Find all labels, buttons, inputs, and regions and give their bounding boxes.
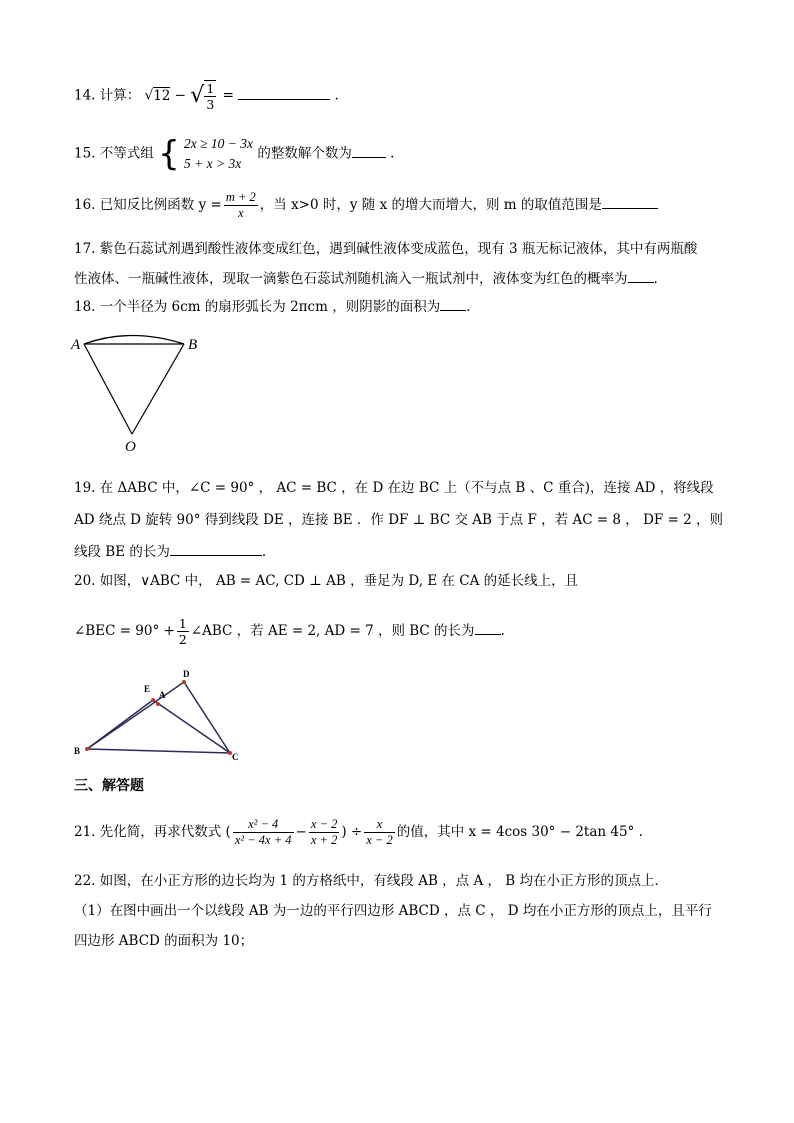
q16-fraction: $\frac{m + 2}{x}$ — [225, 190, 256, 220]
segment-EC — [153, 700, 230, 753]
sector-arc — [84, 336, 184, 345]
question-21 — [74, 812, 643, 852]
segment-DC — [184, 682, 230, 753]
q20-line-1: 20. 如图，∨ABC 中， AB = AC, CD ⊥ AB ，垂足为 D, E 在 CA 的延长线上，且 — [74, 573, 579, 589]
label-B: B — [188, 337, 198, 353]
answer-blank — [170, 554, 262, 556]
answer-blank — [352, 156, 386, 158]
q21-divide: ) ÷ — [341, 824, 363, 840]
question-20-line-2: ∠BEC = 90° + $\frac{1}{2}$ ∠ABC ，若 AE = 2, AD = 7 ，则 BC 的长为 . — [74, 616, 505, 647]
q21-fraction-1: $\frac{\text{x² − 4}}{\text{x² − 4x + 4}}$ — [234, 817, 292, 847]
q20-pre: ∠BEC = 90° + — [74, 623, 175, 639]
label-D: D — [183, 669, 190, 679]
point-A — [156, 702, 160, 706]
q22-line-1: 22. 如图，在小正方形的边长均为 1 的方格纸中，有线段 AB ，点 A ， B 均在小正方形的顶点上． — [74, 873, 669, 889]
point-D — [182, 680, 186, 684]
q15-tail: 的整数解个数为 — [257, 145, 352, 162]
q22-line-2: （1）在图中画出一个以线段 AB 为一边的平行四边形 ABCD ，点 C ， D 均在小正方形的顶点上，且平行 — [74, 903, 712, 919]
q19-line-2: AD 绕点 D 旋转 90° 得到线段 DE ，连接 BE ．作 DF ⊥ BC 交 AB 于点 F ，若 AC = 8 ， DF = 2 ，则 — [74, 512, 724, 528]
segment-BD — [87, 682, 184, 749]
label-A: A — [71, 337, 81, 353]
question-17 — [74, 234, 697, 294]
question-20 — [74, 571, 578, 591]
q15-period: . — [390, 145, 395, 162]
answer-blank — [628, 281, 654, 283]
q21-pre: 21. 先化简，再求代数式 ( — [74, 824, 231, 840]
question-22 — [74, 866, 712, 956]
question-14 — [74, 80, 339, 112]
q20-fraction: $\frac{1}{2}$ — [178, 616, 187, 647]
q16-number: 16. — [74, 197, 96, 213]
question-19 — [74, 472, 723, 568]
q15-inequality-2: 5 + x > 3x — [184, 156, 242, 171]
q14-period: . — [334, 87, 339, 104]
q14-number: 14. — [74, 87, 96, 104]
q14-equals: = — [222, 87, 234, 104]
q15-system — [184, 134, 253, 174]
q17-line-2: 性液体、一瓶碱性液体，现取一滴紫色石蕊试剂随机滴入一瓶试剂中，液体变为红色的概率为 . — [74, 271, 658, 287]
q15-inequality-1: 2x ≥ 10 − 3x — [184, 136, 254, 151]
label-A: A — [159, 690, 166, 700]
q20-post: ∠ABC ，若 AE = 2, AD = 7 ，则 BC 的长为 — [190, 623, 475, 639]
q17-line-1: 17. 紫色石蕊试剂遇到酸性液体变成红色，遇到碱性液体变成蓝色，现有 3 瓶无标记液体，其中有两瓶酸 — [74, 241, 698, 257]
radius-OA — [84, 344, 132, 434]
q14-fraction: $\frac{1}{3}$ — [206, 81, 215, 112]
section-heading: 三、解答题 — [74, 778, 144, 794]
q15-number: 15. — [74, 145, 96, 162]
sector-figure — [68, 333, 208, 453]
label-C: C — [232, 752, 239, 762]
sqrt-symbol: √ — [190, 83, 205, 108]
triangle-figure — [70, 668, 250, 768]
q21-minus: − — [295, 824, 307, 840]
point-E — [151, 698, 155, 702]
segment-BC — [87, 749, 230, 753]
point-B — [85, 747, 89, 751]
q18-text: 18. 一个半径为 6cm 的扇形弧长为 2πcm ，则阴影的面积为 — [74, 299, 441, 315]
q16-pre: 已知反比例函数 y = — [99, 197, 222, 213]
brace-symbol: { — [158, 134, 180, 174]
label-E: E — [144, 684, 151, 694]
q14-label: 计算： — [99, 87, 141, 104]
q14-minus: − — [174, 87, 186, 104]
q21-tail: 的值，其中 x = 4cos 30° − 2tan 45° . — [396, 824, 643, 840]
answer-blank — [238, 98, 330, 100]
q19-line-3: 线段 BE 的长为 . — [74, 544, 267, 560]
answer-blank — [440, 309, 466, 311]
label-O: O — [125, 439, 136, 453]
q22-line-3: 四边形 ABCD 的面积为 10； — [74, 933, 254, 949]
q21-fraction-2: $\frac{x - 2}{x + 2}$ — [310, 817, 338, 847]
sqrt-symbol: √ — [144, 87, 154, 104]
q16-tail: ，当 x>0 时，y 随 x 的增大而增大，则 m 的取值范围是 — [259, 197, 602, 213]
answer-blank — [475, 633, 501, 635]
q14-radicand: 12 — [153, 87, 171, 104]
radius-OB — [132, 344, 184, 434]
q15-label: 不等式组 — [99, 145, 154, 162]
question-15 — [74, 134, 394, 174]
label-B: B — [74, 746, 81, 756]
q21-fraction-3: $\frac{x}{x - 2}$ — [366, 817, 393, 847]
question-16 — [74, 190, 658, 221]
q19-line-1: 19. 在 ΔABC 中，∠C = 90° ， AC = BC ，在 D 在边 BC 上（不与点 B 、C 重合)，连接 AD ，将线段 — [74, 480, 714, 496]
answer-blank — [602, 207, 658, 209]
question-18: 18. 一个半径为 6cm 的扇形弧长为 2πcm ，则阴影的面积为 . — [74, 299, 471, 315]
